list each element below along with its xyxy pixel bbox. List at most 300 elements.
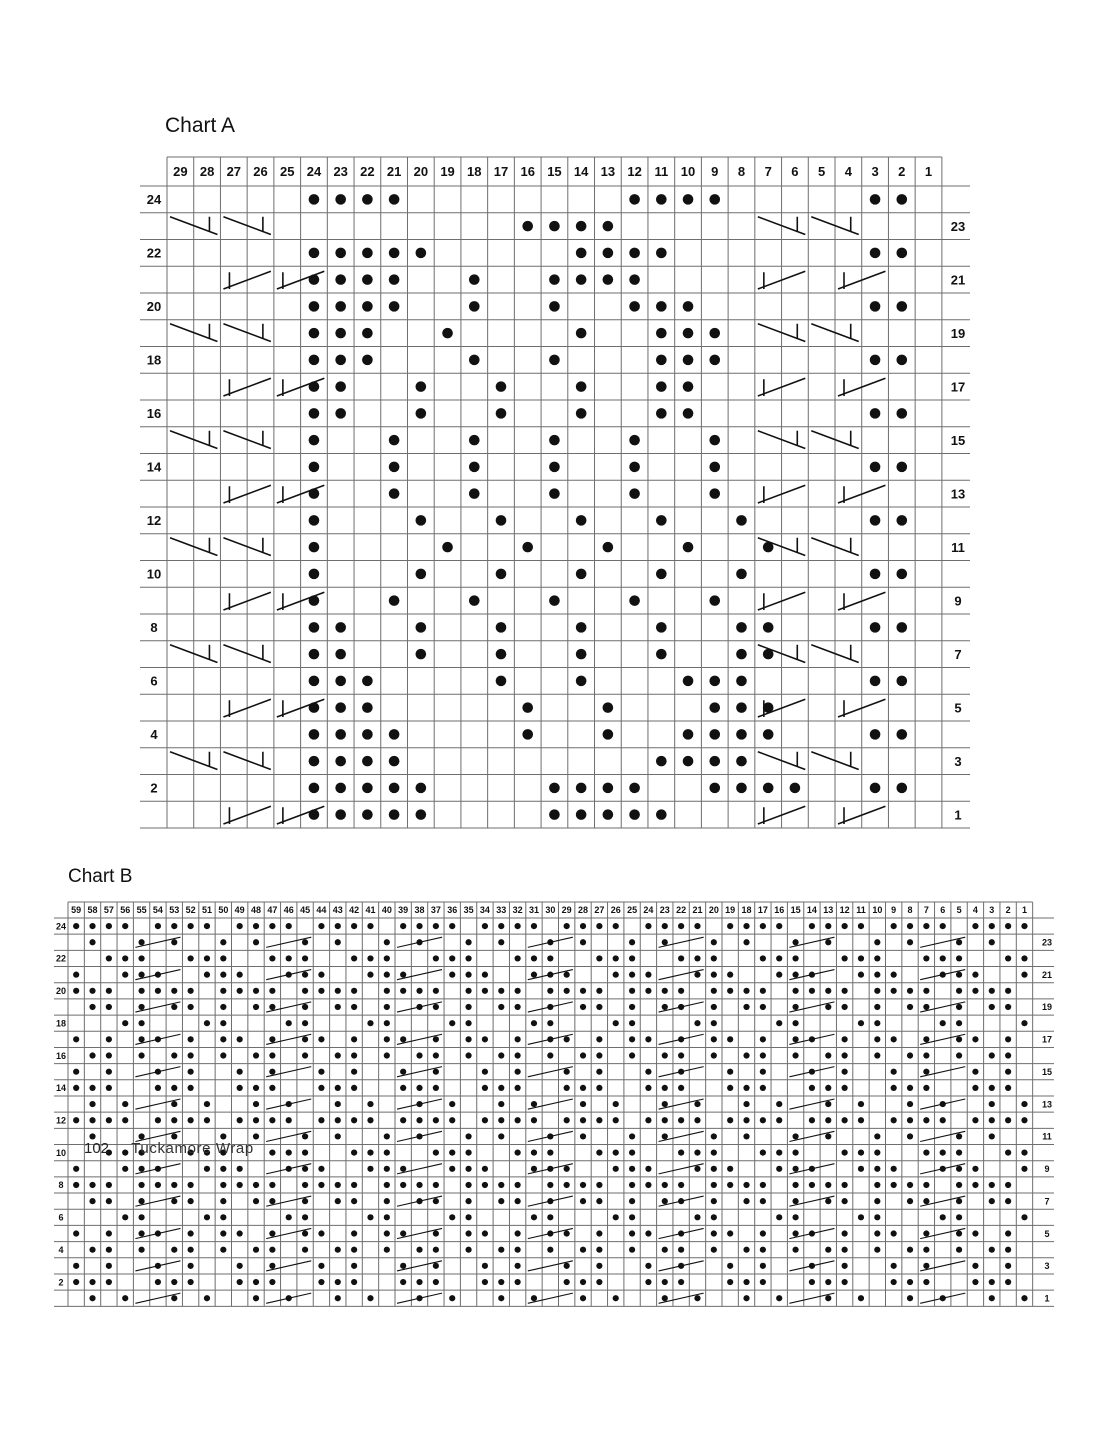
chart-b-column-label: 29 (561, 905, 572, 916)
chart-b-purl-dot (874, 1230, 880, 1236)
chart-b-purl-dot (564, 972, 570, 978)
chart-b-purl-dot (891, 1069, 897, 1075)
chart-a-row-label: 11 (951, 539, 965, 555)
chart-b-purl-dot (302, 1166, 308, 1172)
chart-b-purl-dot (645, 1166, 651, 1172)
chart-b-purl-dot (106, 1198, 112, 1204)
chart-b-column-label: 50 (218, 905, 229, 916)
chart-a-row-label: 4 (150, 727, 158, 743)
chart-b-column-label: 25 (627, 905, 638, 916)
chart-b-purl-dot (204, 1214, 210, 1220)
chart-b-purl-dot (220, 972, 226, 978)
chart-b-row-label: 24 (55, 921, 67, 932)
chart-b-column-label: 42 (349, 905, 360, 916)
chart-b-purl-dot (253, 1198, 259, 1204)
chart-b-purl-dot (220, 1036, 226, 1042)
chart-b-column-label: 58 (87, 905, 98, 916)
chart-b-purl-dot (400, 988, 406, 994)
chart-b-purl-dot (89, 1279, 95, 1285)
chart-b-purl-dot (400, 1263, 406, 1269)
chart-b-purl-dot (760, 988, 766, 994)
chart-b-purl-dot (384, 1150, 390, 1156)
chart-b-cable-stroke (266, 1099, 311, 1109)
chart-b-purl-dot (792, 1150, 798, 1156)
chart-b-column-label: 17 (757, 905, 768, 916)
chart-b-purl-dot (645, 1117, 651, 1123)
chart-b-purl-dot (711, 1198, 717, 1204)
chart-b-purl-dot (465, 972, 471, 978)
chart-b-purl-dot (760, 1117, 766, 1123)
chart-b-purl-dot (515, 1230, 521, 1236)
chart-b-purl-dot (645, 923, 651, 929)
chart-b-purl-dot (138, 1198, 144, 1204)
chart-b-purl-dot (956, 1247, 962, 1253)
chart-b-purl-dot (662, 988, 668, 994)
chart-b-purl-dot (858, 1101, 864, 1107)
chart-b-purl-dot (858, 972, 864, 978)
chart-b-purl-dot (694, 1101, 700, 1107)
chart-b-column-label: 28 (578, 905, 589, 916)
chart-b-column-label: 15 (790, 905, 801, 916)
chart-b-purl-dot (400, 1036, 406, 1042)
chart-b-purl-dot (989, 939, 995, 945)
chart-b-purl-dot (891, 1230, 897, 1236)
chart-b-purl-dot (188, 1230, 194, 1236)
chart-b-purl-dot (711, 972, 717, 978)
chart-a-row-label: 6 (150, 673, 158, 689)
chart-b-purl-dot (106, 1085, 112, 1091)
chart-b-purl-dot (711, 1150, 717, 1156)
chart-b-row-label: 11 (1042, 1131, 1052, 1142)
chart-b-purl-dot (482, 1085, 488, 1091)
chart-b-purl-dot (662, 1052, 668, 1058)
chart-b-purl-dot (727, 1230, 733, 1236)
chart-b-purl-dot (73, 1279, 79, 1285)
chart-b-purl-dot (972, 972, 978, 978)
chart-b-purl-dot (727, 988, 733, 994)
chart-b-purl-dot (678, 1247, 684, 1253)
chart-b-purl-dot (416, 1117, 422, 1123)
chart-b-purl-dot (711, 1182, 717, 1188)
chart-b-purl-dot (891, 972, 897, 978)
chart-b-purl-dot (106, 988, 112, 994)
chart-b-purl-dot (220, 1247, 226, 1253)
chart-b-purl-dot (269, 1230, 275, 1236)
chart-b-purl-dot (923, 1247, 929, 1253)
chart-b-purl-dot (73, 1085, 79, 1091)
chart-b-purl-dot (842, 1263, 848, 1269)
chart-b-purl-dot (743, 939, 749, 945)
chart-b-purl-dot (286, 1020, 292, 1026)
chart-b-purl-dot (515, 955, 521, 961)
chart-b-purl-dot (1005, 1036, 1011, 1042)
chart-b-purl-dot (138, 988, 144, 994)
chart-b-purl-dot (220, 1182, 226, 1188)
chart-b-purl-dot (269, 1198, 275, 1204)
chart-b-purl-dot (351, 1085, 357, 1091)
chart-b-purl-dot (1005, 1230, 1011, 1236)
chart-b-purl-dot (923, 1117, 929, 1123)
chart-b-purl-dot (335, 1101, 341, 1107)
chart-b-purl-dot (400, 1117, 406, 1123)
chart-b-purl-dot (940, 1150, 946, 1156)
chart-b-purl-dot (318, 972, 324, 978)
chart-b-purl-dot (907, 939, 913, 945)
chart-b-row-label: 4 (58, 1244, 64, 1255)
chart-b-purl-dot (547, 1182, 553, 1188)
chart-b-purl-dot (515, 1036, 521, 1042)
chart-b-purl-dot (940, 1020, 946, 1026)
chart-b-purl-dot (465, 955, 471, 961)
chart-b-purl-dot (842, 1052, 848, 1058)
chart-b-row-label: 23 (1041, 937, 1053, 948)
chart-b-purl-dot (858, 1117, 864, 1123)
chart-b-purl-dot (613, 955, 619, 961)
chart-b-purl-dot (482, 1069, 488, 1075)
chart-b-purl-dot (335, 988, 341, 994)
chart-b-purl-dot (171, 1052, 177, 1058)
chart-b-column-label: 19 (725, 905, 736, 916)
chart-b-purl-dot (580, 1133, 586, 1139)
chart-b-purl-dot (842, 1085, 848, 1091)
chart-b-purl-dot (302, 955, 308, 961)
chart-b-cable-stroke (397, 937, 442, 947)
chart-a-column-label: 16 (520, 164, 535, 180)
chart-b-purl-dot (89, 988, 95, 994)
chart-b-purl-dot (335, 1295, 341, 1301)
chart-b-purl-dot (645, 1085, 651, 1091)
chart-b-purl-dot (907, 1085, 913, 1091)
chart-b-purl-dot (155, 1117, 161, 1123)
chart-b-purl-dot (678, 988, 684, 994)
chart-b-purl-dot (564, 988, 570, 994)
chart-b-purl-dot (629, 1198, 635, 1204)
chart-b-column-label: 40 (381, 905, 392, 916)
chart-b-purl-dot (449, 923, 455, 929)
chart-b-purl-dot (907, 1133, 913, 1139)
chart-b-purl-dot (498, 1279, 504, 1285)
chart-b-purl-dot (792, 939, 798, 945)
chart-b-purl-dot (694, 1117, 700, 1123)
chart-b-purl-dot (907, 1101, 913, 1107)
chart-b-purl-dot (204, 972, 210, 978)
chart-b-purl-dot (858, 1150, 864, 1156)
chart-b-purl-dot (972, 1166, 978, 1172)
chart-b-purl-dot (613, 923, 619, 929)
chart-b-purl-dot (645, 1279, 651, 1285)
chart-b-purl-dot (269, 1052, 275, 1058)
chart-b-purl-dot (842, 1247, 848, 1253)
chart-b-purl-dot (302, 1052, 308, 1058)
chart-b-purl-dot (760, 1230, 766, 1236)
chart-a-row-label: 21 (950, 272, 966, 288)
chart-b-purl-dot (465, 988, 471, 994)
chart-b-purl-dot (498, 1101, 504, 1107)
chart-b-column-label: 46 (283, 905, 294, 916)
chart-b-purl-dot (416, 988, 422, 994)
chart-b-purl-dot (204, 1117, 210, 1123)
chart-b-purl-dot (515, 1085, 521, 1091)
chart-b-purl-dot (384, 988, 390, 994)
chart-b-purl-dot (923, 1150, 929, 1156)
chart-b-purl-dot (629, 1052, 635, 1058)
chart-b-purl-dot (923, 988, 929, 994)
chart-b-purl-dot (1021, 1295, 1027, 1301)
chart-b-purl-dot (891, 1279, 897, 1285)
chart-b-purl-dot (629, 1230, 635, 1236)
chart-b-purl-dot (580, 1101, 586, 1107)
chart-b-purl-dot (106, 1004, 112, 1010)
chart-a-column-label: 12 (627, 164, 642, 180)
chart-a-column-label: 23 (333, 164, 348, 180)
chart-b-purl-dot (891, 1263, 897, 1269)
chart-b-cable-stroke (920, 1099, 965, 1109)
chart-b-purl-dot (253, 1117, 259, 1123)
chart-b-purl-dot (269, 1117, 275, 1123)
chart-b-purl-dot (743, 1085, 749, 1091)
chart-b-purl-dot (106, 1182, 112, 1188)
chart-b-purl-dot (384, 1198, 390, 1204)
chart-b-purl-dot (89, 1182, 95, 1188)
chart-a-column-label: 3 (871, 164, 879, 180)
chart-a-row-label: 14 (146, 459, 162, 475)
chart-b-purl-dot (498, 1004, 504, 1010)
chart-b-purl-dot (874, 1198, 880, 1204)
chart-b-purl-dot (155, 1279, 161, 1285)
chart-b-purl-dot (351, 988, 357, 994)
chart-b-purl-dot (384, 955, 390, 961)
chart-a-row-label: 10 (146, 566, 162, 582)
chart-b-purl-dot (580, 1247, 586, 1253)
chart-b-purl-dot (335, 1052, 341, 1058)
chart-b-purl-dot (188, 1198, 194, 1204)
chart-b-purl-dot (400, 1069, 406, 1075)
chart-b-purl-dot (89, 1052, 95, 1058)
chart-b-purl-dot (645, 1069, 651, 1075)
chart-b-purl-dot (138, 1133, 144, 1139)
chart-b-purl-dot (318, 1166, 324, 1172)
chart-b-purl-dot (89, 1101, 95, 1107)
chart-b-purl-dot (138, 1230, 144, 1236)
chart-b-purl-dot (384, 972, 390, 978)
chart-b-purl-dot (678, 1150, 684, 1156)
chart-b-purl-dot (433, 1117, 439, 1123)
chart-b-purl-dot (842, 1198, 848, 1204)
chart-b-purl-dot (384, 1020, 390, 1026)
chart-b-purl-dot (776, 1295, 782, 1301)
chart-b-column-label: 31 (528, 905, 539, 916)
chart-b-column-label: 14 (806, 905, 817, 916)
chart-b-purl-dot (269, 955, 275, 961)
chart-b-purl-dot (907, 1295, 913, 1301)
chart-b-row-label: 1 (1044, 1293, 1050, 1304)
chart-b-purl-dot (825, 1085, 831, 1091)
chart-b-purl-dot (891, 1085, 897, 1091)
chart-b-purl-dot (907, 1117, 913, 1123)
chart-b-purl-dot (482, 1166, 488, 1172)
chart-b-purl-dot (220, 1020, 226, 1026)
chart-b-purl-dot (482, 972, 488, 978)
chart-b-purl-dot (286, 923, 292, 929)
chart-b-purl-dot (384, 1133, 390, 1139)
chart-b-purl-dot (318, 1085, 324, 1091)
chart-b-purl-dot (465, 1198, 471, 1204)
chart-b-purl-dot (465, 1004, 471, 1010)
chart-b-purl-dot (73, 1117, 79, 1123)
chart-b-purl-dot (907, 1279, 913, 1285)
chart-b-purl-dot (760, 1247, 766, 1253)
chart-b-purl-dot (204, 1166, 210, 1172)
chart-b-purl-dot (760, 1198, 766, 1204)
chart-b-purl-dot (531, 1166, 537, 1172)
chart-b-column-label: 38 (414, 905, 425, 916)
chart-b-purl-dot (269, 1279, 275, 1285)
chart-b-purl-dot (302, 1020, 308, 1026)
chart-b-purl-dot (743, 988, 749, 994)
chart-b-purl-dot (351, 1230, 357, 1236)
chart-b-purl-dot (433, 1004, 439, 1010)
chart-b-purl-dot (923, 1085, 929, 1091)
chart-b-purl-dot (73, 1036, 79, 1042)
chart-b-purl-dot (367, 955, 373, 961)
chart-b-purl-dot (580, 1295, 586, 1301)
chart-b-purl-dot (367, 1020, 373, 1026)
chart-b-purl-dot (629, 972, 635, 978)
chart-b-purl-dot (515, 988, 521, 994)
chart-b-purl-dot (727, 1166, 733, 1172)
chart-b-purl-dot (858, 955, 864, 961)
chart-b-purl-dot (302, 1230, 308, 1236)
chart-b-purl-dot (809, 923, 815, 929)
chart-b-purl-dot (956, 1214, 962, 1220)
chart-b-purl-dot (188, 1117, 194, 1123)
chart-b-purl-dot (874, 939, 880, 945)
chart-a-row-label: 9 (954, 593, 962, 609)
chart-b-purl-dot (367, 1150, 373, 1156)
chart-b-purl-dot (106, 1247, 112, 1253)
chart-b-purl-dot (482, 1230, 488, 1236)
chart-b-purl-dot (711, 1133, 717, 1139)
chart-b-purl-dot (596, 1247, 602, 1253)
chart-b-purl-dot (1021, 1020, 1027, 1026)
chart-a-column-label: 17 (493, 164, 509, 180)
chart-b-row-label: 19 (1041, 1002, 1053, 1013)
chart-b-purl-dot (73, 988, 79, 994)
chart-b-purl-dot (89, 1247, 95, 1253)
chart-b-purl-dot (825, 1295, 831, 1301)
chart-b-row-label: 7 (1044, 1196, 1050, 1207)
chart-b-purl-dot (629, 1166, 635, 1172)
chart-b-purl-dot (842, 923, 848, 929)
chart-b-purl-dot (351, 1069, 357, 1075)
chart-b-purl-dot (547, 1247, 553, 1253)
chart-b-purl-dot (564, 1182, 570, 1188)
chart-b-purl-dot (73, 1182, 79, 1188)
chart-b-purl-dot (596, 1117, 602, 1123)
chart-b-purl-dot (825, 1198, 831, 1204)
chart-b-purl-dot (645, 1036, 651, 1042)
chart-b-purl-dot (171, 1117, 177, 1123)
chart-b-purl-dot (416, 923, 422, 929)
chart-b-purl-dot (580, 1279, 586, 1285)
chart-b-purl-dot (989, 1052, 995, 1058)
chart-b-purl-dot (106, 1230, 112, 1236)
chart-b-purl-dot (106, 1117, 112, 1123)
chart-b-purl-dot (106, 1263, 112, 1269)
chart-b-purl-dot (564, 1230, 570, 1236)
chart-b-purl-dot (335, 1085, 341, 1091)
chart-b-purl-dot (122, 1295, 128, 1301)
chart-b-column-label: 3 (989, 905, 995, 916)
chart-b-purl-dot (711, 1052, 717, 1058)
chart-b-purl-dot (792, 955, 798, 961)
chart-b-purl-dot (776, 1150, 782, 1156)
chart-b-purl-dot (907, 1052, 913, 1058)
chart-b-purl-dot (286, 955, 292, 961)
chart-b-purl-dot (613, 1166, 619, 1172)
chart-a-column-label: 7 (764, 164, 772, 180)
chart-b-purl-dot (956, 1020, 962, 1026)
chart-b-purl-dot (580, 1052, 586, 1058)
chart-b-row-label: 22 (55, 953, 67, 964)
chart-b-purl-dot (89, 923, 95, 929)
chart-b-purl-dot (171, 1279, 177, 1285)
chart-b-purl-dot (792, 1036, 798, 1042)
chart-b-title: Chart B (68, 866, 133, 887)
chart-b-purl-dot (972, 1069, 978, 1075)
chart-b-purl-dot (73, 1230, 79, 1236)
chart-b-purl-dot (989, 1198, 995, 1204)
chart-b-purl-dot (122, 1166, 128, 1172)
chart-a-column-label: 8 (737, 164, 746, 180)
chart-b-purl-dot (645, 1230, 651, 1236)
chart-b-purl-dot (351, 1247, 357, 1253)
chart-b-purl-dot (237, 1182, 243, 1188)
chart-b-purl-dot (1005, 1247, 1011, 1253)
chart-b-purl-dot (269, 1036, 275, 1042)
chart-b-purl-dot (237, 1279, 243, 1285)
chart-b-purl-dot (711, 1247, 717, 1253)
chart-b-purl-dot (106, 923, 112, 929)
chart-b-column-label: 6 (940, 905, 946, 916)
chart-b-cable-stroke (397, 1293, 442, 1303)
chart-b-cable-stroke (528, 1196, 573, 1206)
chart-b-purl-dot (743, 1117, 749, 1123)
chart-b-purl-dot (727, 972, 733, 978)
chart-b-purl-dot (760, 1182, 766, 1188)
chart-b-purl-dot (138, 955, 144, 961)
chart-b-purl-dot (727, 1182, 733, 1188)
chart-a-column-label: 11 (654, 164, 669, 180)
chart-b-column-label: 8 (907, 905, 913, 916)
chart-b-purl-dot (678, 1279, 684, 1285)
chart-a-row-label: 16 (146, 406, 162, 422)
chart-b-purl-dot (384, 1004, 390, 1010)
chart-b-purl-dot (825, 923, 831, 929)
chart-b-purl-dot (302, 1198, 308, 1204)
chart-b-purl-dot (171, 923, 177, 929)
chart-b-purl-dot (171, 939, 177, 945)
chart-b-purl-dot (564, 923, 570, 929)
chart-b-purl-dot (498, 1133, 504, 1139)
chart-a-column-label: 20 (413, 164, 429, 180)
chart-b-purl-dot (825, 988, 831, 994)
chart-b-purl-dot (449, 955, 455, 961)
chart-b-purl-dot (989, 1085, 995, 1091)
chart-b-purl-dot (874, 1247, 880, 1253)
chart-b-purl-dot (188, 1279, 194, 1285)
chart-b-purl-dot (923, 1069, 929, 1075)
